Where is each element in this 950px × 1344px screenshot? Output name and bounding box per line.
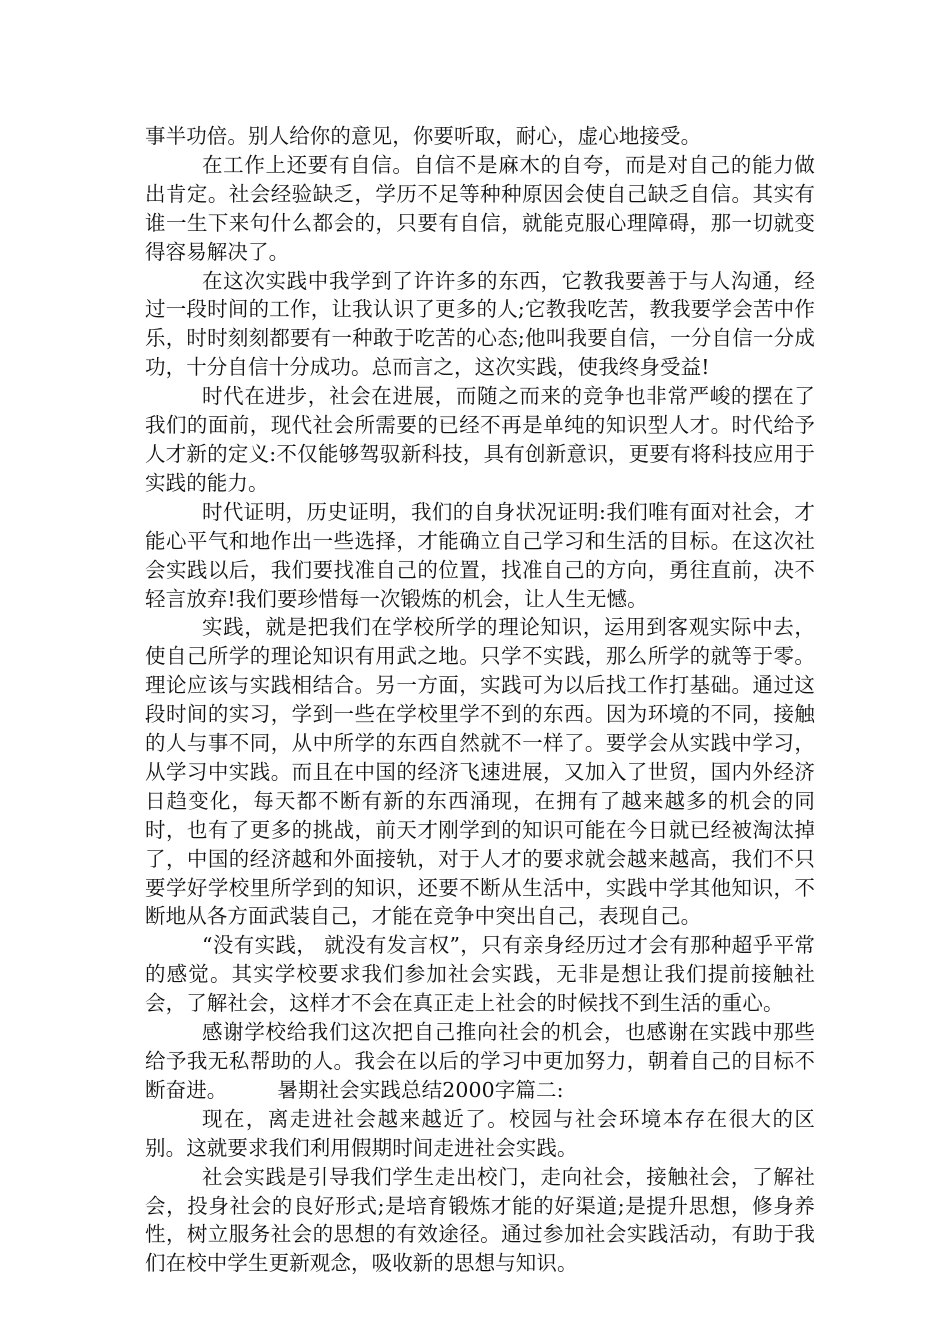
paragraph-2: 在工作上还要有自信。自信不是麻木的自夸，而是对自己的能力做出肯定。社会经验缺乏，学历不足等种种原因会使自己缺乏自信。其实有谁一生下来句什么都会的，只要有自信，就能克服心理障碍，那一切就变得容易解决了。 bbox=[145, 152, 815, 264]
section-heading: 暑期社会实践总结2000字篇二: bbox=[277, 1077, 564, 1102]
paragraph-4: 时代在进步，社会在进展，而随之而来的竞争也非常严峻的摆在了我们的面前，现代社会所需要的已经不再是单纯的知识型人才。时代给予人才新的定义:不仅能够驾驭新科技，具有创新意识，更要有将科技应用于实践的能力。 bbox=[145, 384, 815, 495]
document-body bbox=[145, 122, 815, 1278]
paragraph-9: 现在，离走进社会越来越近了。校园与社会环境本存在很大的区别。这就要求我们利用假期时间走进社会实践。 bbox=[145, 1106, 815, 1160]
paragraph-7: “没有实践， 就没有发言权”，只有亲身经历过才会有那种超乎平常的感觉。其实学校要求我们参加社会实践，无非是想让我们提前接触社会，了解社会，这样才不会在真正走上社会的时候找不到生活的重心。 bbox=[145, 933, 815, 1016]
paragraph-8-text: 感谢学校给我们这次把自己推向社会的机会，也感谢在实践中那些给予我无私帮助的人。我会在以后的学习中更加努力，朝着自己的目标不断奋进。 bbox=[145, 1020, 815, 1102]
paragraph-6: 实践，就是把我们在学校所学的理论知识，运用到客观实际中去，使自己所学的理论知识有用武之地。只学不实践，那么所学的就等于零。理论应该与实践相结合。另一方面，实践可为以后找工作打基础。通过这段时间的实习，学到一些在学校里学不到的东西。因为环境的不同，接触的人与事不同，从中所学的东西自然就不一样了。要学会从实践中学习，从学习中实践。而且在中国的经济飞速进展，又加入了世贸，国内外经济日趋变化，每天都不断有新的东西涌现，在拥有了越来越多的机会的同时，也有了更多的挑战，前天才刚学到的知识可能在今日就已经被淘汰掉了，中国的经济越和外面接轨，对于人才的要求就会越来越高，我们不只要学好学校里所学到的知识，还要不断从生活中，实践中学其他知识，不断地从各方面武装自己，才能在竞争中突出自己，表现自己。 bbox=[145, 615, 815, 929]
paragraph-8 bbox=[145, 1018, 815, 1105]
paragraph-10: 社会实践是引导我们学生走出校门，走向社会，接触社会，了解社会，投身社会的良好形式;是培育锻炼才能的好渠道;是提升思想，修身养性，树立服务社会的思想的有效途径。通过参加社会实践活动，有助于我们在校中学生更新观念，吸收新的思想与知识。 bbox=[145, 1164, 815, 1276]
paragraph-5: 时代证明，历史证明，我们的自身状况证明:我们唯有面对社会，才能心平气和地作出一些选择，才能确立自己学习和生活的目标。在这次社会实践以后，我们要找准自己的位置，找准自己的方向，勇往直前，决不轻言放弃!我们要珍惜每一次锻炼的机会，让人生无憾。 bbox=[145, 499, 815, 611]
paragraph-1: 事半功倍。别人给你的意见，你要听取，耐心，虚心地接受。 bbox=[145, 124, 702, 148]
paragraph-3: 在这次实践中我学到了许许多的东西，它教我要善于与人沟通，经过一段时间的工作，让我认识了更多的人;它教我吃苦，教我要学会苦中作乐，时时刻刻都要有一种敢于吃苦的心态;他叫我要自信，一分自信一分成功，十分自信十分成功。总而言之，这次实践，使我终身受益! bbox=[145, 268, 815, 380]
